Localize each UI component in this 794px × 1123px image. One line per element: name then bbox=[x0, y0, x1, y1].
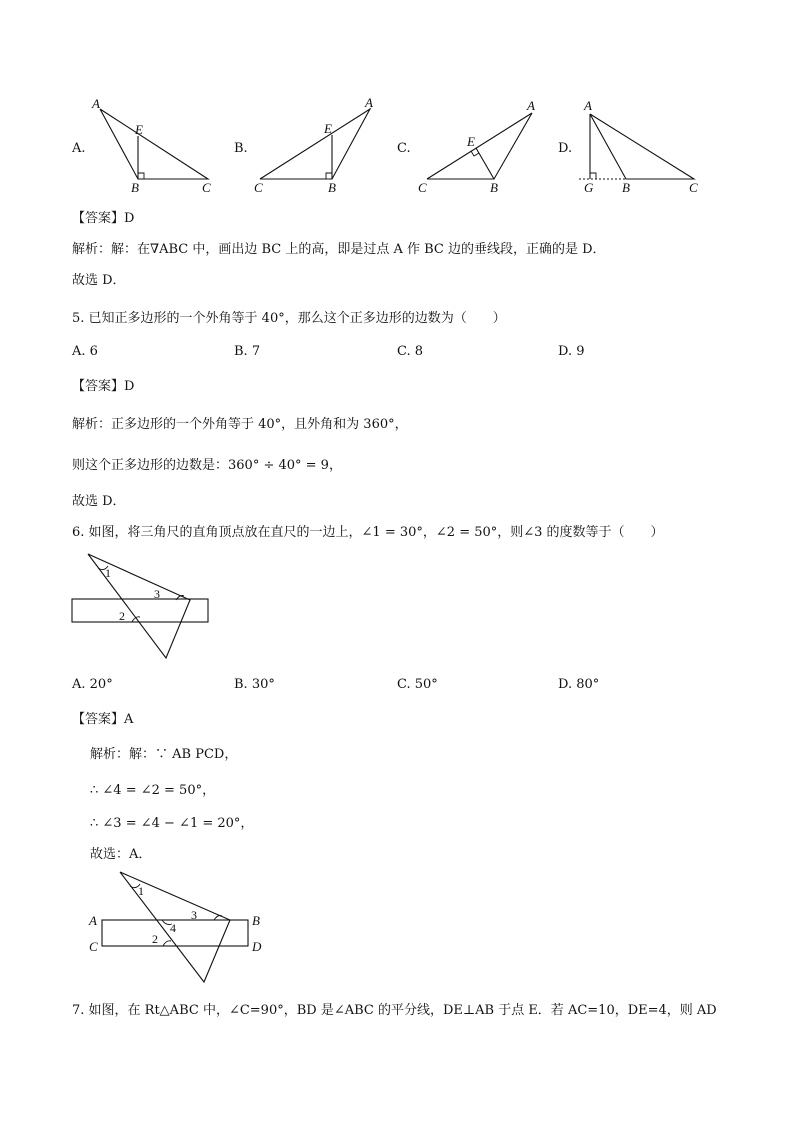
q4a-label-e: E bbox=[135, 122, 143, 137]
q5-option-a: A. 6 bbox=[72, 344, 98, 359]
q5-answer: 【答案】D bbox=[72, 379, 135, 394]
q6-option-b: B. 30° bbox=[234, 677, 275, 692]
q4-conclusion: 故选 D． bbox=[72, 273, 126, 288]
q4a-label-c: C bbox=[202, 180, 211, 195]
q6-step-2: ∴ ∠4 = ∠2 = 50°， bbox=[90, 783, 216, 798]
q4-figure-c bbox=[412, 95, 552, 195]
q6-label-2: 2 bbox=[119, 609, 125, 623]
q6-step-3: ∴ ∠3 = ∠4 − ∠1 = 20°， bbox=[90, 816, 254, 831]
q4b-label-a: A bbox=[365, 95, 373, 110]
q4-option-a-letter: A. bbox=[72, 141, 86, 156]
q4-answer: 【答案】D bbox=[72, 211, 135, 226]
q4c-label-e: E bbox=[467, 134, 475, 149]
q4d-label-g: G bbox=[584, 180, 594, 195]
q6s-label-1: 1 bbox=[138, 884, 144, 898]
q6s-label-a: A bbox=[89, 913, 97, 928]
q4-figure-b bbox=[250, 95, 390, 195]
q5-option-c: C. 8 bbox=[397, 344, 424, 359]
q6-figure bbox=[70, 550, 220, 660]
q4b-label-b: B bbox=[328, 180, 336, 195]
q5-analysis-1: 解析：正多边形的一个外角等于 40°，且外角和为 360°， bbox=[72, 417, 408, 432]
q6-conclusion: 故选：A． bbox=[90, 847, 152, 862]
q4c-label-c: C bbox=[418, 180, 427, 195]
q4-option-b-letter: B. bbox=[234, 141, 248, 156]
q6-question: 6. 如图，将三角尺的直角顶点放在直尺的一边上，∠1 = 30°，∠2 = 50°，则∠3 的度数等于（ ） bbox=[72, 525, 664, 540]
q5-analysis-2: 则这个正多边形的边数是：360° ÷ 40° = 9， bbox=[72, 458, 342, 473]
q6s-label-2: 2 bbox=[152, 932, 158, 946]
q5-question: 5. 已知正多边形的一个外角等于 40°，那么这个正多边形的边数为（ ） bbox=[72, 311, 506, 326]
q6-label-3: 3 bbox=[154, 587, 160, 601]
q4-figure-d bbox=[576, 95, 716, 195]
q4b-label-e: E bbox=[324, 121, 332, 136]
q4d-label-b: B bbox=[622, 180, 630, 195]
q4-option-d-letter: D. bbox=[558, 141, 573, 156]
q6-solution-figure bbox=[86, 868, 276, 988]
q5-conclusion: 故选 D． bbox=[72, 494, 126, 509]
q6-option-c: C. 50° bbox=[397, 677, 438, 692]
q6-step-1: 解析：解：∵ AB PCD， bbox=[90, 747, 238, 762]
q4d-label-c: C bbox=[689, 180, 698, 195]
q6-answer: 【答案】A bbox=[72, 712, 134, 727]
q4d-label-a: A bbox=[584, 98, 592, 113]
q4-figure-a bbox=[88, 95, 228, 195]
q6-option-d: D. 80° bbox=[558, 677, 600, 692]
q6s-label-4: 4 bbox=[170, 921, 176, 935]
q6s-label-d: D bbox=[252, 939, 262, 954]
q4c-label-a: A bbox=[527, 98, 535, 113]
q5-option-b: B. 7 bbox=[234, 344, 261, 359]
q6-option-a: A. 20° bbox=[72, 677, 113, 692]
q4a-label-b: B bbox=[131, 180, 139, 195]
q7-question: 7. 如图，在 Rt△ABC 中，∠C=90°，BD 是∠ABC 的平分线，DE⊥AB 于点 E．若 AC=10，DE=4，则 AD bbox=[72, 1003, 717, 1018]
q4a-label-a: A bbox=[92, 96, 100, 111]
q4b-label-c: C bbox=[254, 180, 263, 195]
q6s-label-3: 3 bbox=[191, 908, 197, 922]
q4c-label-b: B bbox=[490, 180, 498, 195]
q6-label-1: 1 bbox=[105, 566, 111, 580]
q5-option-d: D. 9 bbox=[558, 344, 585, 359]
q4-option-c-letter: C. bbox=[397, 141, 411, 156]
q6s-label-c: C bbox=[89, 939, 98, 954]
q4-analysis: 解析：解：在∇ABC 中，画出边 BC 上的高，即是过点 A 作 BC 边的垂线段，正确的是 D． bbox=[72, 242, 606, 257]
q6s-label-b: B bbox=[252, 913, 260, 928]
